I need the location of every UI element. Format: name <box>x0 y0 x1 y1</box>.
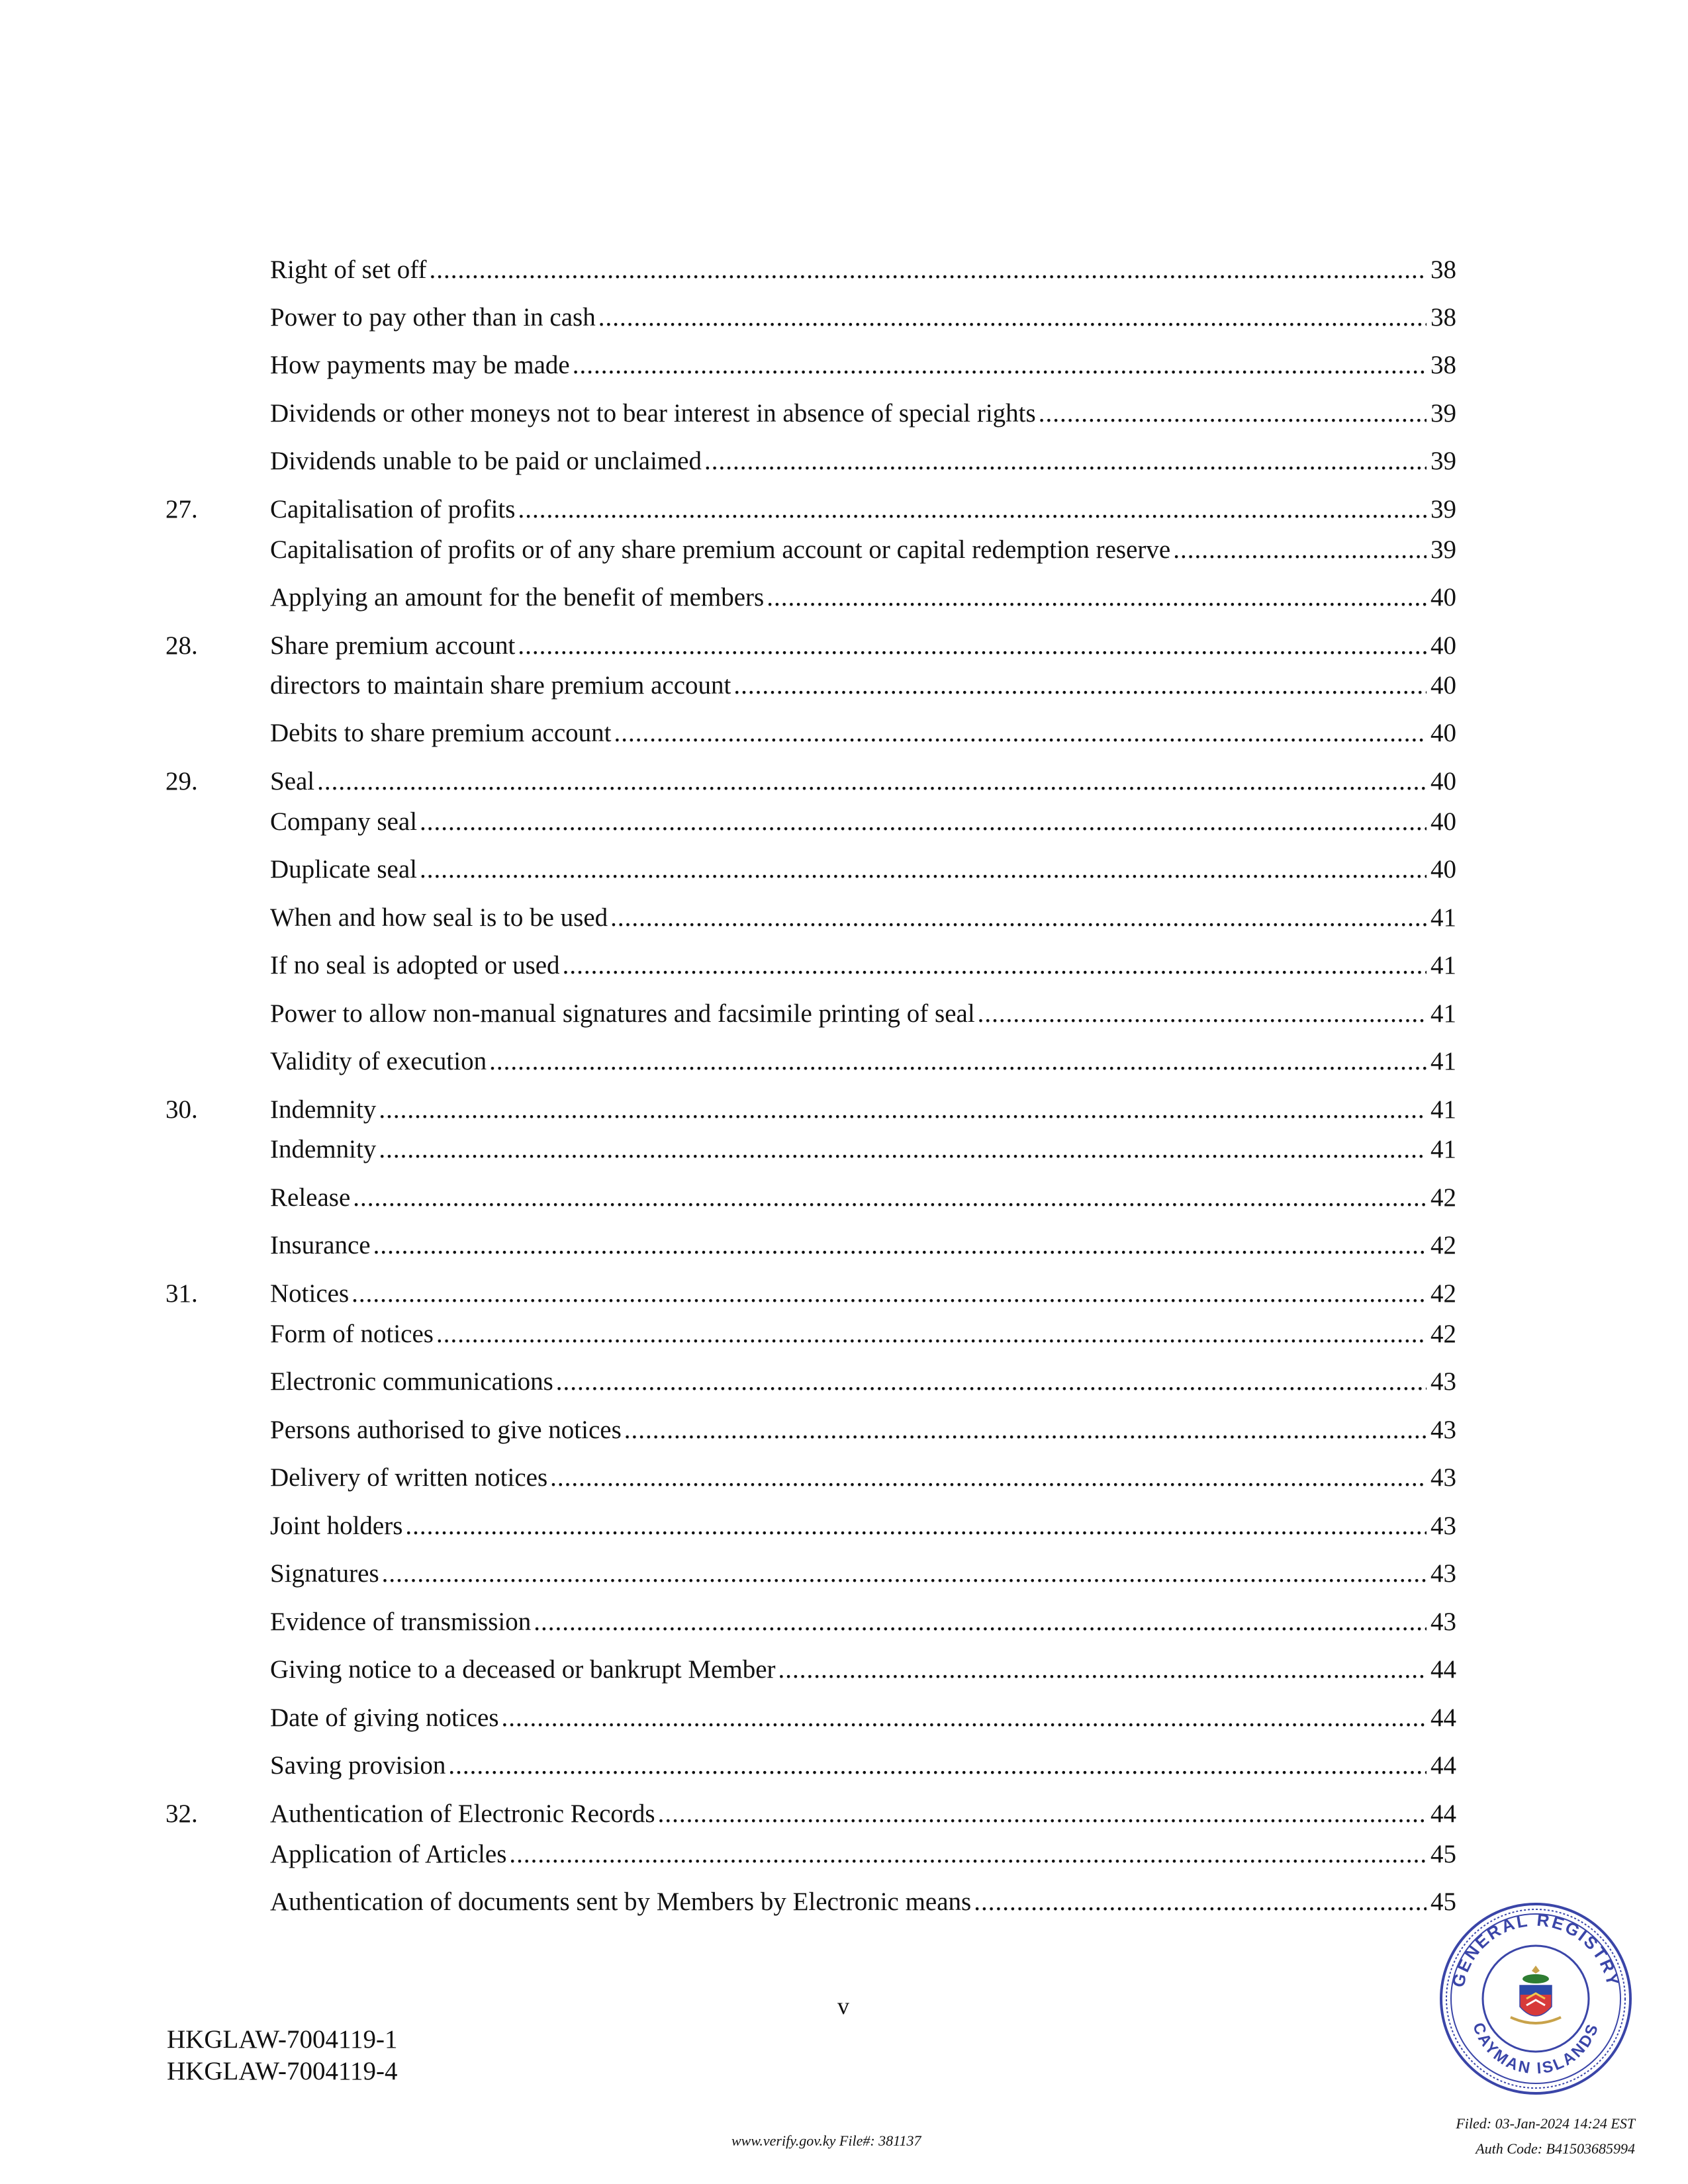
toc-label: Saving provision <box>270 1751 446 1780</box>
toc-entry[interactable] <box>165 803 1456 841</box>
toc-leader-dots <box>436 1316 1427 1353</box>
toc-entry[interactable] <box>165 1604 1456 1641</box>
toc-label: Evidence of transmission <box>270 1608 532 1636</box>
toc-label: Application of Articles <box>270 1840 507 1868</box>
toc-leader-dots <box>502 1700 1427 1737</box>
toc-page-number: 41 <box>1430 1135 1456 1163</box>
toc-page-number: 41 <box>1430 951 1456 979</box>
toc-leader-dots <box>353 1179 1427 1216</box>
toc-leader-dots <box>420 803 1427 841</box>
toc-page-number: 39 <box>1430 447 1456 475</box>
toc-label: directors to maintain share premium account <box>270 671 731 700</box>
toc-entry-body <box>270 299 1456 336</box>
toc-leader-dots <box>733 667 1427 704</box>
toc-label: Right of set off <box>270 255 427 284</box>
toc-entry-body <box>270 1363 1456 1400</box>
toc-entry-body <box>270 491 1456 528</box>
toc-page-number: 39 <box>1430 495 1456 523</box>
toc-entry-body <box>270 395 1456 432</box>
toc-leader-dots <box>448 1747 1427 1784</box>
toc-leader-dots <box>598 299 1427 336</box>
toc-leader-dots <box>573 347 1427 384</box>
toc-page-number: 42 <box>1430 1279 1456 1308</box>
toc-entry-body <box>270 1091 1456 1128</box>
toc-entry[interactable] <box>165 1131 1456 1168</box>
toc-leader-dots <box>610 899 1427 936</box>
toc-label: Date of giving notices <box>270 1704 499 1732</box>
toc-page-number: 38 <box>1430 351 1456 379</box>
toc-entry-body <box>270 1043 1456 1080</box>
toc-entry-body <box>270 443 1456 480</box>
toc-label: Persons authorised to give notices <box>270 1416 622 1444</box>
toc-entry[interactable] <box>165 1700 1456 1737</box>
toc-entry[interactable] <box>165 299 1456 336</box>
coat-of-arms-icon <box>1511 1966 1561 2023</box>
toc-section-number: 32. <box>165 1799 198 1828</box>
toc-leader-dots <box>430 251 1427 289</box>
toc-page-number: 40 <box>1430 767 1456 796</box>
toc-label: Giving notice to a deceased or bankrupt Member <box>270 1655 776 1684</box>
toc-entry-body <box>270 1508 1456 1545</box>
toc-entry-body <box>270 763 1456 800</box>
toc-label: How payments may be made <box>270 351 570 379</box>
toc-section-number: 31. <box>165 1279 198 1308</box>
toc-entry-body <box>270 1179 1456 1216</box>
toc-label: When and how seal is to be used <box>270 903 608 932</box>
toc-entry[interactable] <box>165 995 1456 1032</box>
toc-entry[interactable] <box>165 1091 1456 1128</box>
toc-page-number: 40 <box>1430 583 1456 612</box>
toc-label: Indemnity <box>270 1135 377 1163</box>
toc-entry[interactable] <box>165 1555 1456 1592</box>
toc-label: Duplicate seal <box>270 855 417 884</box>
toc-label: If no seal is adopted or used <box>270 951 560 979</box>
toc-label: Joint holders <box>270 1512 403 1540</box>
toc-entry[interactable] <box>165 1836 1456 1873</box>
toc-page-number: 43 <box>1430 1559 1456 1588</box>
toc-label: Authentication of documents sent by Members by Electronic means <box>270 1888 972 1916</box>
toc-page-number: 45 <box>1430 1888 1456 1916</box>
toc-leader-dots <box>624 1412 1427 1449</box>
toc-leader-dots <box>614 715 1427 752</box>
toc-leader-dots <box>518 491 1427 528</box>
filed-date: Filed: 03-Jan-2024 14:24 EST <box>1456 2115 1635 2132</box>
toc-entry-body <box>270 1459 1456 1496</box>
toc-page-number: 43 <box>1430 1416 1456 1444</box>
toc-entry[interactable] <box>165 531 1456 569</box>
toc-entry-body <box>270 1131 1456 1168</box>
toc-page-number: 40 <box>1430 719 1456 747</box>
toc-section-number: 27. <box>165 495 198 523</box>
toc-label: Applying an amount for the benefit of members <box>270 583 765 612</box>
toc-page-number: 38 <box>1430 255 1456 284</box>
toc-entry[interactable] <box>165 715 1456 752</box>
toc-entry[interactable] <box>165 491 1456 528</box>
toc-label: Electronic communications <box>270 1367 553 1396</box>
toc-page-number: 44 <box>1430 1799 1456 1828</box>
toc-label: Seal <box>270 767 315 796</box>
toc-leader-dots <box>420 851 1427 888</box>
toc-entry[interactable] <box>165 251 1456 289</box>
toc-entry[interactable] <box>165 851 1456 888</box>
toc-leader-dots <box>704 443 1427 480</box>
toc-label: Form of notices <box>270 1320 434 1348</box>
toc-entry-body <box>270 531 1456 569</box>
toc-entry-body <box>270 715 1456 752</box>
toc-entry-body <box>270 1747 1456 1784</box>
toc-entry[interactable] <box>165 395 1456 432</box>
toc-leader-dots <box>1173 531 1427 569</box>
toc-page-number: 42 <box>1430 1320 1456 1348</box>
toc-entry[interactable] <box>165 1363 1456 1400</box>
toc-leader-dots <box>489 1043 1427 1080</box>
toc-leader-dots <box>382 1555 1427 1592</box>
toc-leader-dots <box>317 763 1427 800</box>
toc-section-number: 28. <box>165 631 198 660</box>
toc-entry-body <box>270 347 1456 384</box>
toc-entry-body <box>270 1884 1456 1921</box>
toc-page-number: 40 <box>1430 631 1456 660</box>
toc-page-number: 41 <box>1430 999 1456 1028</box>
doc-code: HKGLAW-7004119-4 <box>167 2057 398 2085</box>
toc-label: Indemnity <box>270 1095 377 1124</box>
toc-leader-dots <box>534 1604 1427 1641</box>
toc-leader-dots <box>509 1836 1427 1873</box>
toc-leader-dots <box>373 1227 1427 1264</box>
toc-label: Validity of execution <box>270 1047 487 1075</box>
toc-label: Debits to share premium account <box>270 719 612 747</box>
toc-page-number: 40 <box>1430 807 1456 836</box>
filing-stamp <box>1456 2111 1635 2161</box>
toc-leader-dots <box>563 947 1427 984</box>
toc-leader-dots <box>405 1508 1427 1545</box>
toc-entry-body <box>270 851 1456 888</box>
toc-entry[interactable] <box>165 1179 1456 1216</box>
toc-entry[interactable] <box>165 443 1456 480</box>
toc-page-number: 41 <box>1430 903 1456 932</box>
toc-entry[interactable] <box>165 579 1456 616</box>
toc-page-number: 42 <box>1430 1231 1456 1259</box>
toc-page-number: 38 <box>1430 303 1456 332</box>
toc-page-number: 43 <box>1430 1463 1456 1492</box>
toc-entry-body <box>270 899 1456 936</box>
toc-page-number: 44 <box>1430 1751 1456 1780</box>
toc-entry-body <box>270 1412 1456 1449</box>
toc-section-number: 30. <box>165 1095 198 1124</box>
toc-label: Authentication of Electronic Records <box>270 1799 655 1828</box>
toc-label: Company seal <box>270 807 418 836</box>
toc-page-number: 39 <box>1430 399 1456 428</box>
toc-entry[interactable] <box>165 667 1456 704</box>
toc-leader-dots <box>978 995 1427 1032</box>
doc-code: HKGLAW-7004119-1 <box>167 2025 398 2054</box>
toc-entry[interactable] <box>165 1796 1456 1833</box>
toc-entry[interactable] <box>165 763 1456 800</box>
toc-entry-body <box>270 1796 1456 1833</box>
toc-label: Delivery of written notices <box>270 1463 548 1492</box>
toc-label: Capitalisation of profits or of any share premium account or capital redemption reserve <box>270 535 1171 564</box>
toc-page-number: 45 <box>1430 1840 1456 1868</box>
toc-entry-body <box>270 1836 1456 1873</box>
auth-code: Auth Code: B41503685994 <box>1476 2140 1635 2157</box>
toc-entry-body <box>270 995 1456 1032</box>
toc-page-number: 44 <box>1430 1655 1456 1684</box>
toc-entry-body <box>270 1651 1456 1688</box>
toc-label: Power to allow non-manual signatures and facsimile printing of seal <box>270 999 975 1028</box>
toc-leader-dots <box>550 1459 1427 1496</box>
toc-entry-body <box>270 947 1456 984</box>
toc-entry[interactable] <box>165 347 1456 384</box>
toc-entry[interactable] <box>165 899 1456 936</box>
toc-leader-dots <box>974 1884 1427 1921</box>
toc-entry[interactable] <box>165 1316 1456 1353</box>
toc-section-number: 29. <box>165 767 198 796</box>
toc-leader-dots <box>1039 395 1427 432</box>
toc-label: Capitalisation of profits <box>270 495 516 523</box>
toc-label: Dividends or other moneys not to bear interest in absence of special rights <box>270 399 1036 428</box>
toc-leader-dots <box>352 1275 1427 1312</box>
toc-label: Release <box>270 1183 351 1212</box>
toc-entry-body <box>270 1275 1456 1312</box>
toc-leader-dots <box>767 579 1427 616</box>
seal-top-text: GENERAL REGISTRY <box>1448 1909 1624 1989</box>
toc-entry[interactable] <box>165 1459 1456 1496</box>
toc-entry-body <box>270 1227 1456 1264</box>
toc-page-number: 41 <box>1430 1047 1456 1075</box>
toc-entry[interactable] <box>165 1043 1456 1080</box>
toc-page-number: 43 <box>1430 1512 1456 1540</box>
document-codes <box>167 2024 398 2087</box>
toc-entry[interactable] <box>165 1884 1456 1921</box>
toc-entry-body <box>270 1700 1456 1737</box>
toc-leader-dots <box>556 1363 1427 1400</box>
toc-leader-dots <box>778 1651 1427 1688</box>
toc-entry[interactable] <box>165 1227 1456 1264</box>
toc-entry-body <box>270 667 1456 704</box>
toc-label: Insurance <box>270 1231 371 1259</box>
toc-entry[interactable] <box>165 1412 1456 1449</box>
toc-entry[interactable] <box>165 1747 1456 1784</box>
toc-label: Share premium account <box>270 631 516 660</box>
toc-entry-body <box>270 1316 1456 1353</box>
toc-page-number: 40 <box>1430 671 1456 700</box>
toc-entry-body <box>270 1604 1456 1641</box>
toc-page-number: 39 <box>1430 535 1456 564</box>
toc-entry-body <box>270 803 1456 841</box>
toc-entry[interactable] <box>165 1651 1456 1688</box>
toc-label: Power to pay other than in cash <box>270 303 596 332</box>
toc-label: Dividends unable to be paid or unclaimed <box>270 447 702 475</box>
toc-entry-body <box>270 1555 1456 1592</box>
toc-entry[interactable] <box>165 627 1456 664</box>
toc-leader-dots <box>518 627 1427 664</box>
toc-entry[interactable] <box>165 1508 1456 1545</box>
toc-page-number: 43 <box>1430 1367 1456 1396</box>
toc-page-number: 41 <box>1430 1095 1456 1124</box>
toc-leader-dots <box>658 1796 1427 1833</box>
toc-page-number: 42 <box>1430 1183 1456 1212</box>
verify-link[interactable]: www.verify.gov.ky File#: 381137 <box>731 2132 921 2149</box>
toc-entry[interactable] <box>165 1275 1456 1312</box>
toc-page-number: 44 <box>1430 1704 1456 1732</box>
toc-leader-dots <box>379 1131 1427 1168</box>
registry-seal <box>1436 1899 1635 2098</box>
toc-label: Notices <box>270 1279 350 1308</box>
toc-entry-body <box>270 251 1456 289</box>
toc-entry[interactable] <box>165 947 1456 984</box>
toc-page-number: 43 <box>1430 1608 1456 1636</box>
seal-bottom-text: CAYMAN ISLANDS <box>1469 2020 1603 2078</box>
toc-leader-dots <box>379 1091 1427 1128</box>
toc-label: Signatures <box>270 1559 379 1588</box>
toc-entry-body <box>270 627 1456 664</box>
page-number: v <box>837 1993 849 2019</box>
toc-page-number: 40 <box>1430 855 1456 884</box>
toc-entry-body <box>270 579 1456 616</box>
